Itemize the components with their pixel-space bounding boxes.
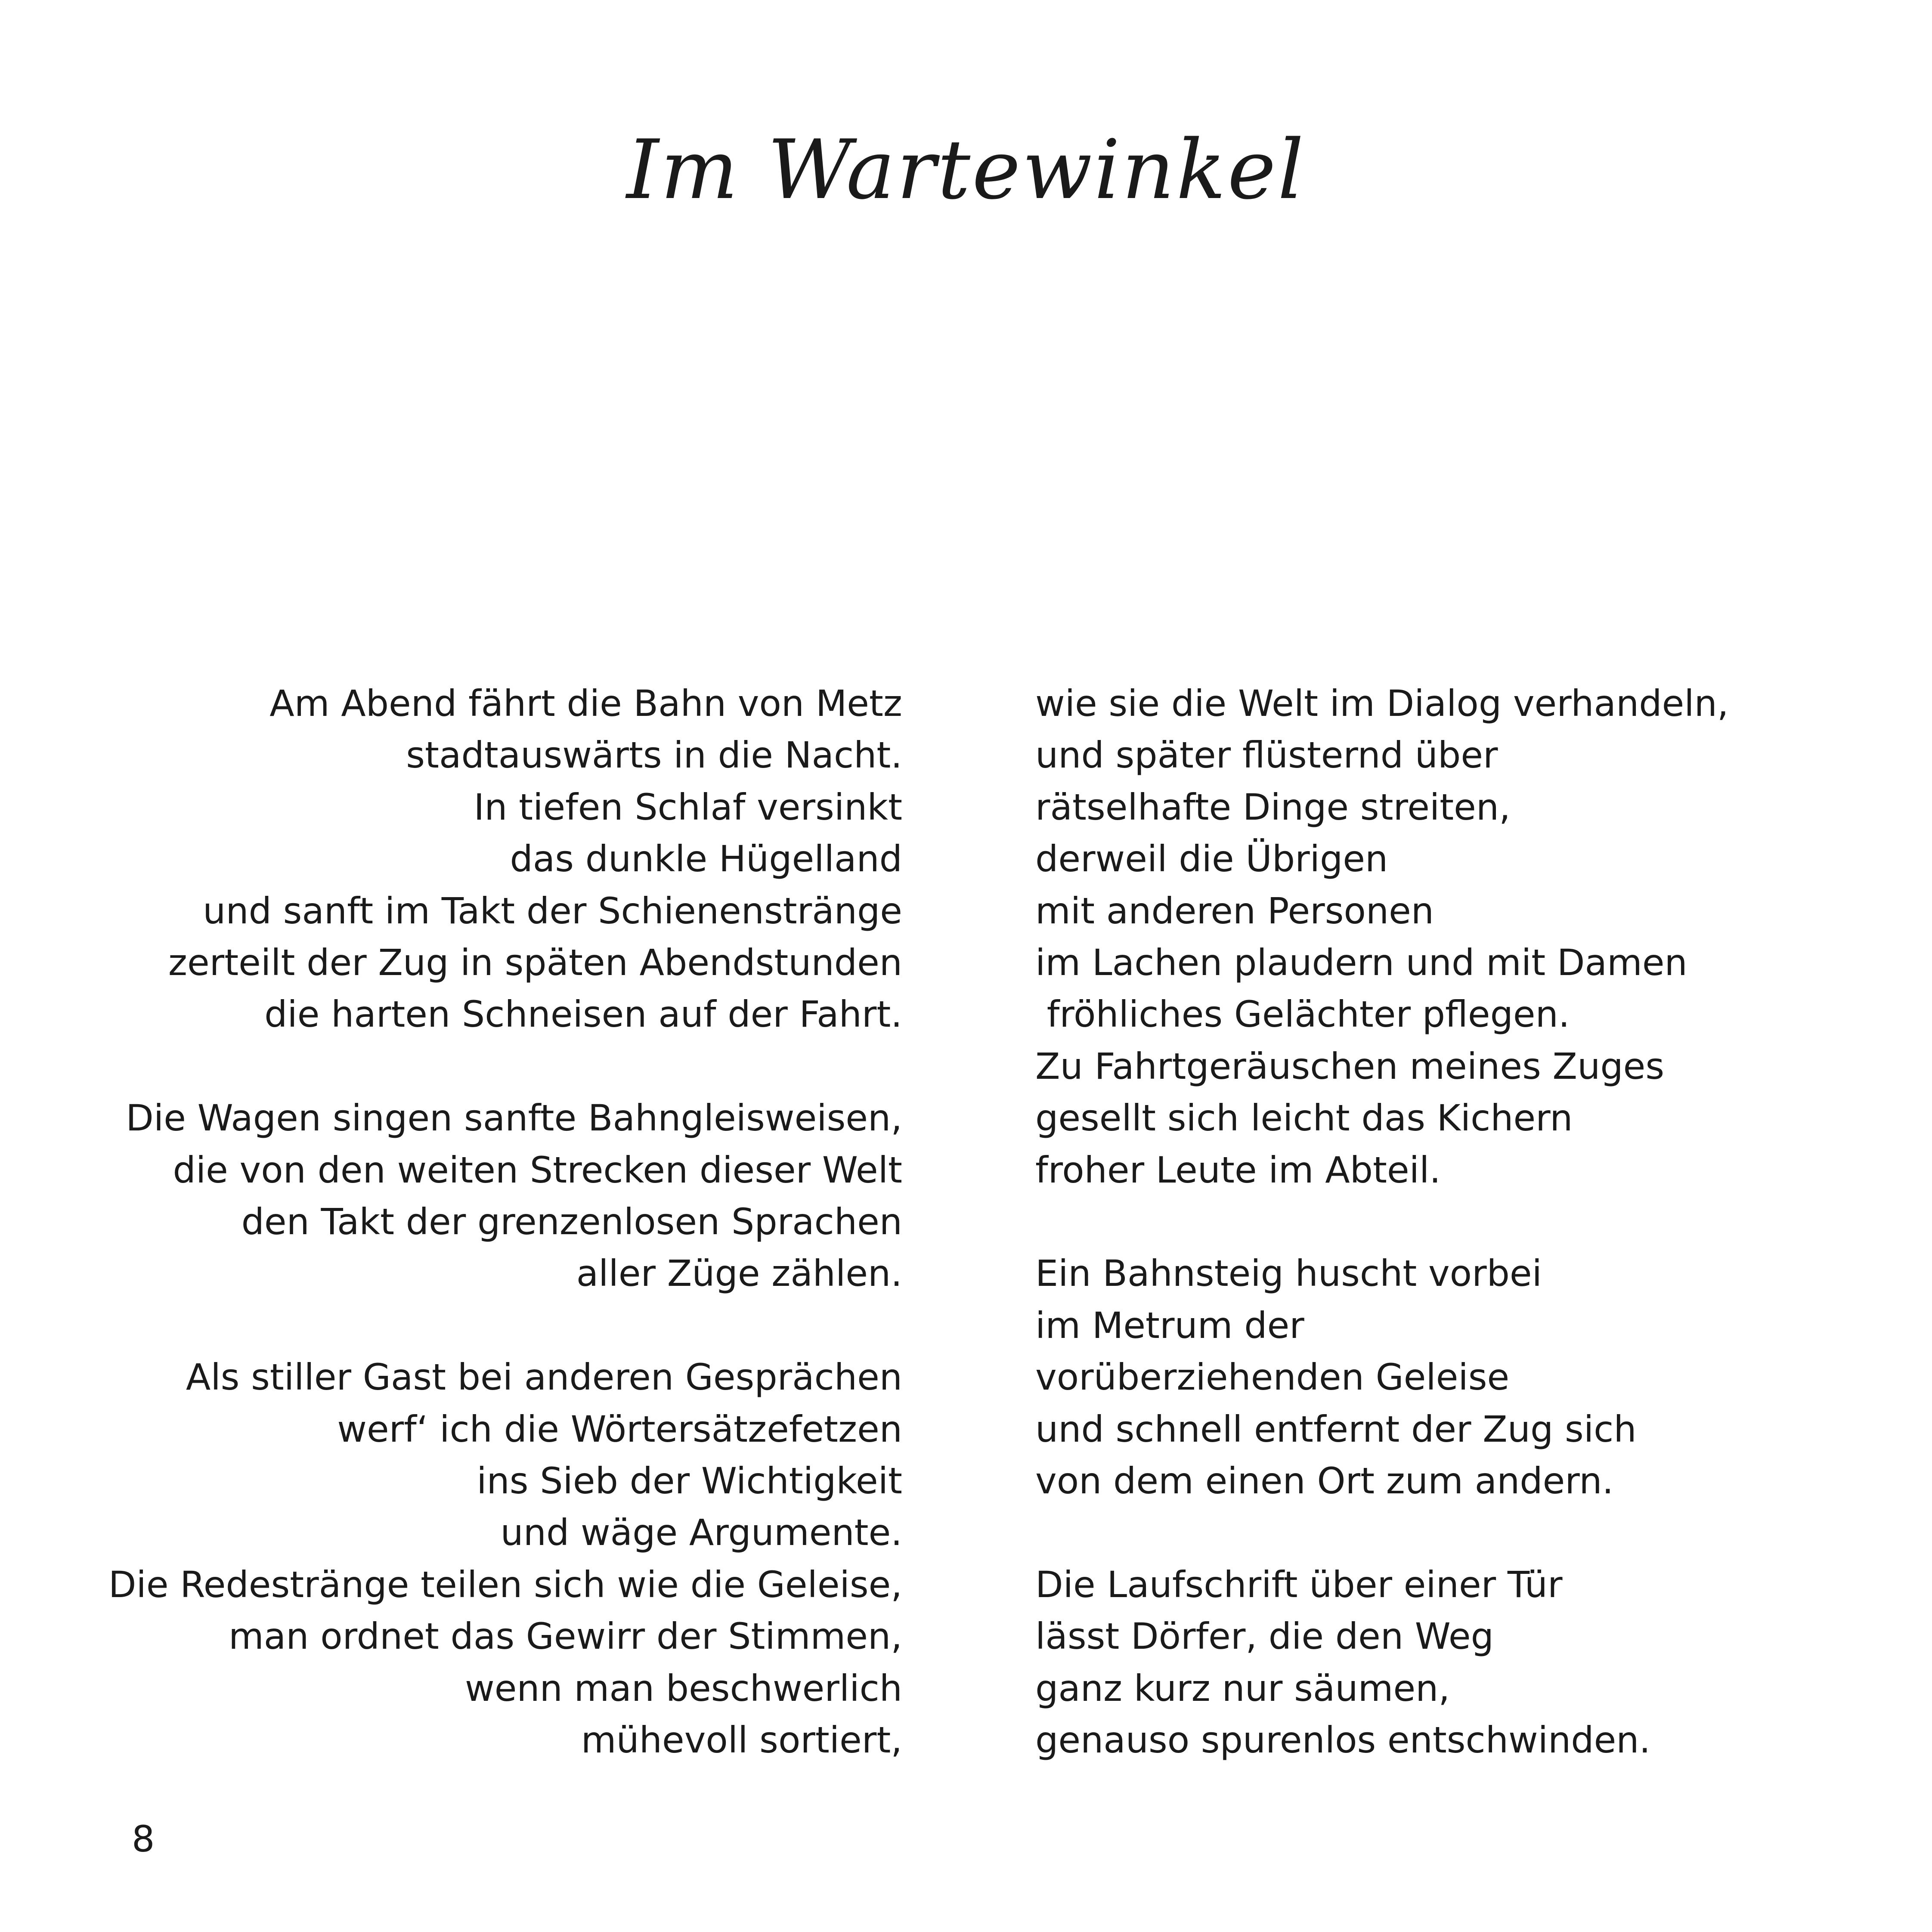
poem-line: wenn man beschwerlich <box>465 1667 902 1709</box>
poem-line: und sanft im Takt der Schienenstränge <box>203 889 902 932</box>
poem-line: aller Züge zählen. <box>576 1252 902 1295</box>
poem-line: mit anderen Personen <box>1035 889 1434 932</box>
poem-line: fröhliches Gelächter pflegen. <box>1035 993 1570 1036</box>
stanza <box>108 1092 902 1300</box>
poem-line: Die Wagen singen sanfte Bahngleisweisen, <box>126 1097 902 1139</box>
poem-line: froher Leute im Abteil. <box>1035 1149 1441 1191</box>
poem-line: das dunkle Hügelland <box>510 838 902 880</box>
poem-line: und später flüsternd über <box>1035 734 1498 777</box>
stanza <box>1035 1248 1729 1507</box>
poem-line: den Takt der grenzenlosen Sprachen <box>241 1201 902 1243</box>
poem-column-left <box>108 678 902 1766</box>
poem-line: derweil die Übrigen <box>1035 838 1388 880</box>
poem-line: stadtauswärts in die Nacht. <box>406 734 902 777</box>
poem-line: man ordnet das Gewirr der Stimmen, <box>228 1615 902 1658</box>
poem-line: die harten Schneisen auf der Fahrt. <box>264 993 902 1036</box>
poem-line: Am Abend fährt die Bahn von Metz <box>269 682 902 724</box>
poem-line: wie sie die Welt im Dialog verhandeln, <box>1035 682 1729 724</box>
poem-line: und schnell entfernt der Zug sich <box>1035 1408 1637 1450</box>
poem-line: In tiefen Schlaf versinkt <box>474 786 902 828</box>
poem-line: von dem einen Ort zum andern. <box>1035 1460 1614 1502</box>
poem-line: gesellt sich leicht das Kichern <box>1035 1097 1573 1139</box>
poem-line: die von den weiten Strecken dieser Welt <box>173 1149 902 1191</box>
poem-line: ganz kurz nur säumen, <box>1035 1667 1450 1709</box>
poem-line: Zu Fahrtgeräuschen meines Zuges <box>1035 1045 1665 1087</box>
stanza <box>108 678 902 1040</box>
poem-line: zerteilt der Zug in späten Abendstunden <box>168 941 902 984</box>
stanza <box>1035 678 1729 1196</box>
poem-line: Ein Bahnsteig huscht vorbei <box>1035 1252 1542 1295</box>
poem-column-right <box>1035 678 1729 1766</box>
poem-line: mühevoll sortiert, <box>581 1719 902 1762</box>
page-number: 8 <box>132 1818 155 1860</box>
poem-line: lässt Dörfer, die den Weg <box>1035 1615 1494 1658</box>
poem-line: im Metrum der <box>1035 1304 1304 1347</box>
stanza <box>108 1351 902 1766</box>
poem-line: Die Redestränge teilen sich wie die Geleise, <box>108 1563 902 1606</box>
stanza <box>1035 1559 1729 1766</box>
poem-line: genauso spurenlos entschwinden. <box>1035 1719 1651 1762</box>
poem-line: vorüberziehenden Geleise <box>1035 1356 1510 1399</box>
poem-line: und wäge Argumente. <box>500 1511 902 1554</box>
poem-line: ins Sieb der Wichtigkeit <box>477 1460 902 1502</box>
poem-line: im Lachen plaudern und mit Damen <box>1035 941 1687 984</box>
poem-line: rätselhafte Dinge streiten, <box>1035 786 1511 828</box>
poem-title: Im Wartewinkel <box>626 122 1306 217</box>
poem-line: Als stiller Gast bei anderen Gesprächen <box>186 1356 902 1399</box>
poem-line: werf‘ ich die Wörtersätzefetzen <box>337 1408 902 1450</box>
poem-line: Die Laufschrift über einer Tür <box>1035 1563 1563 1606</box>
